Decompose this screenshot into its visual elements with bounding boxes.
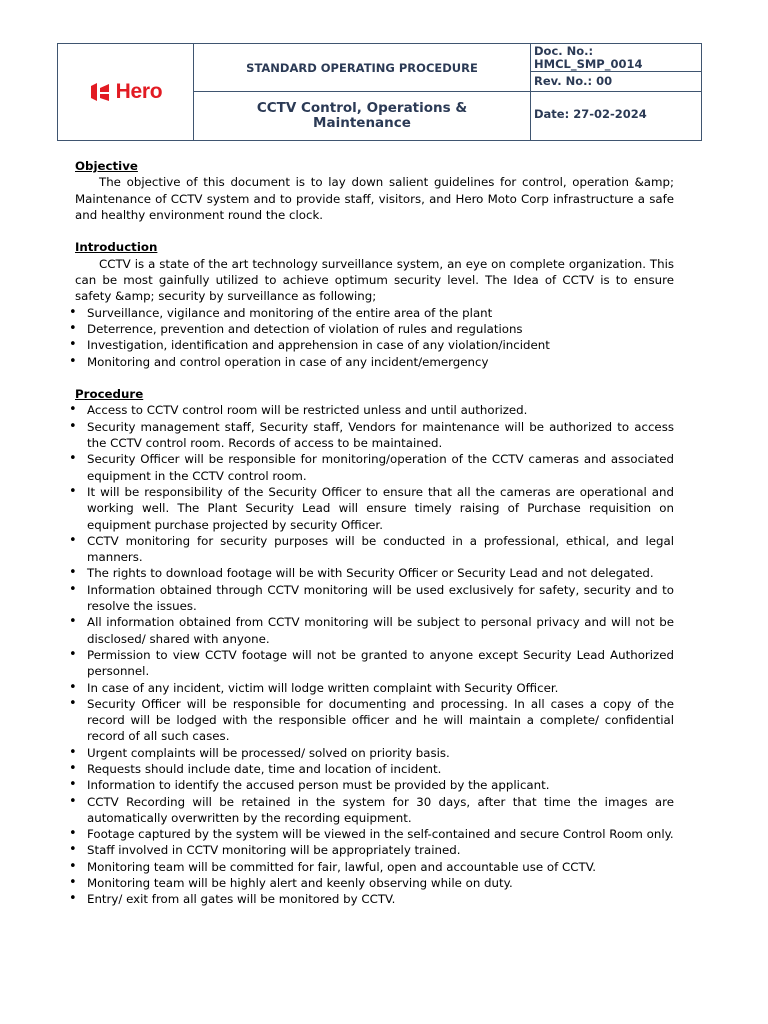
list-item: • The rights to download footage will be with Security Officer or Security Lead and not delegated.: [69, 565, 674, 581]
list-item: • Surveillance, vigilance and monitoring of the entire area of the plant: [69, 305, 674, 321]
list-item: • Deterrence, prevention and detection of violation of rules and regulations: [69, 321, 674, 337]
sop-label: STANDARD OPERATING PROCEDURE: [194, 44, 531, 92]
logo-wordmark: Hero: [115, 80, 163, 103]
list-item: • It will be responsibility of the Security Officer to ensure that all the cameras are operational and working well. The Plant Security Lead will ensure timely raising of Purchase requisition on equipment purchase projected by security Officer.: [69, 484, 674, 533]
hero-logo: [89, 80, 163, 104]
list-item: • All information obtained from CCTV monitoring will be subject to personal privacy and will not be disclosed/ shared with anyone.: [69, 614, 674, 647]
introduction-text: CCTV is a state of the art technology surveillance system, an eye on complete organization. This can be most gainfully utilized to achieve optimum security level. The Idea of CCTV is to ensure safety &amp; security by surveillance as following;: [75, 256, 674, 304]
list-item: • Staff involved in CCTV monitoring will be appropriately trained.: [69, 842, 674, 858]
hero-logo-icon: [89, 81, 111, 103]
introduction-list: [75, 305, 674, 370]
list-item: • Monitoring and control operation in case of any incident/emergency: [69, 354, 674, 370]
objective-heading: Objective: [75, 159, 138, 173]
list-item: • Monitoring team will be highly alert and keenly observing while on duty.: [69, 875, 674, 891]
list-item: • Information to identify the accused person must be provided by the applicant.: [69, 777, 674, 793]
doc-number-value: HMCL_SMP_0014: [534, 57, 643, 71]
document-body: [75, 158, 674, 908]
list-item: • CCTV Recording will be retained in the system for 30 days, after that time the images are automatically overwritten by the recording equipment.: [69, 794, 674, 827]
list-item: • Information obtained through CCTV monitoring will be used exclusively for safety, security and to resolve the issues.: [69, 582, 674, 615]
document-header-table: [57, 43, 702, 141]
list-item: • Security Officer will be responsible for monitoring/operation of the CCTV cameras and associated equipment in the CCTV control room.: [69, 451, 674, 484]
introduction-heading: Introduction: [75, 240, 158, 255]
list-item: • CCTV monitoring for security purposes will be conducted in a professional, ethical, and legal manners.: [69, 533, 674, 566]
objective-text: The objective of this document is to lay down salient guidelines for control, operation &amp; Maintenance of CCTV system and to provide staff, visitors, and Hero Moto Corp infrastructure a safe and healthy environment round the clock.: [75, 175, 674, 222]
list-item: • Security management staff, Security staff, Vendors for maintenance will be authorized to access the CCTV control room. Records of access to be maintained.: [69, 419, 674, 452]
list-item: • Footage captured by the system will be viewed in the self-contained and secure Control Room only.: [69, 826, 674, 842]
document-title: [194, 92, 531, 140]
list-item: • Entry/ exit from all gates will be monitored by CCTV.: [69, 891, 674, 907]
document-date: Date: 27-02-2024: [534, 107, 647, 121]
list-item: • Access to CCTV control room will be restricted unless and until authorized.: [69, 402, 674, 418]
doc-number-label: Doc. No.:: [534, 44, 594, 58]
list-item: • Urgent complaints will be processed/ solved on priority basis.: [69, 745, 674, 761]
procedure-list: [75, 402, 674, 907]
revision-number: Rev. No.: 00: [531, 72, 701, 92]
document-title-text: CCTV Control, Operations & Maintenance: [256, 100, 468, 131]
list-item: • Permission to view CCTV footage will not be granted to anyone except Security Lead Authorized personnel.: [69, 647, 674, 680]
list-item: • Requests should include date, time and location of incident.: [69, 761, 674, 777]
procedure-heading: Procedure: [75, 387, 144, 402]
doc-number: [531, 44, 701, 72]
logo-cell: [58, 44, 194, 140]
list-item: • Security Officer will be responsible for documenting and processing. In all cases a copy of the record will be lodged with the responsible officer and he will maintain a complete/ confidential record of all such cases.: [69, 696, 674, 745]
list-item: • Investigation, identification and apprehension in case of any violation/incident: [69, 337, 674, 353]
list-item: • Monitoring team will be committed for fair, lawful, open and accountable use of CCTV.: [69, 859, 674, 875]
list-item: • In case of any incident, victim will lodge written complaint with Security Officer.: [69, 680, 674, 696]
